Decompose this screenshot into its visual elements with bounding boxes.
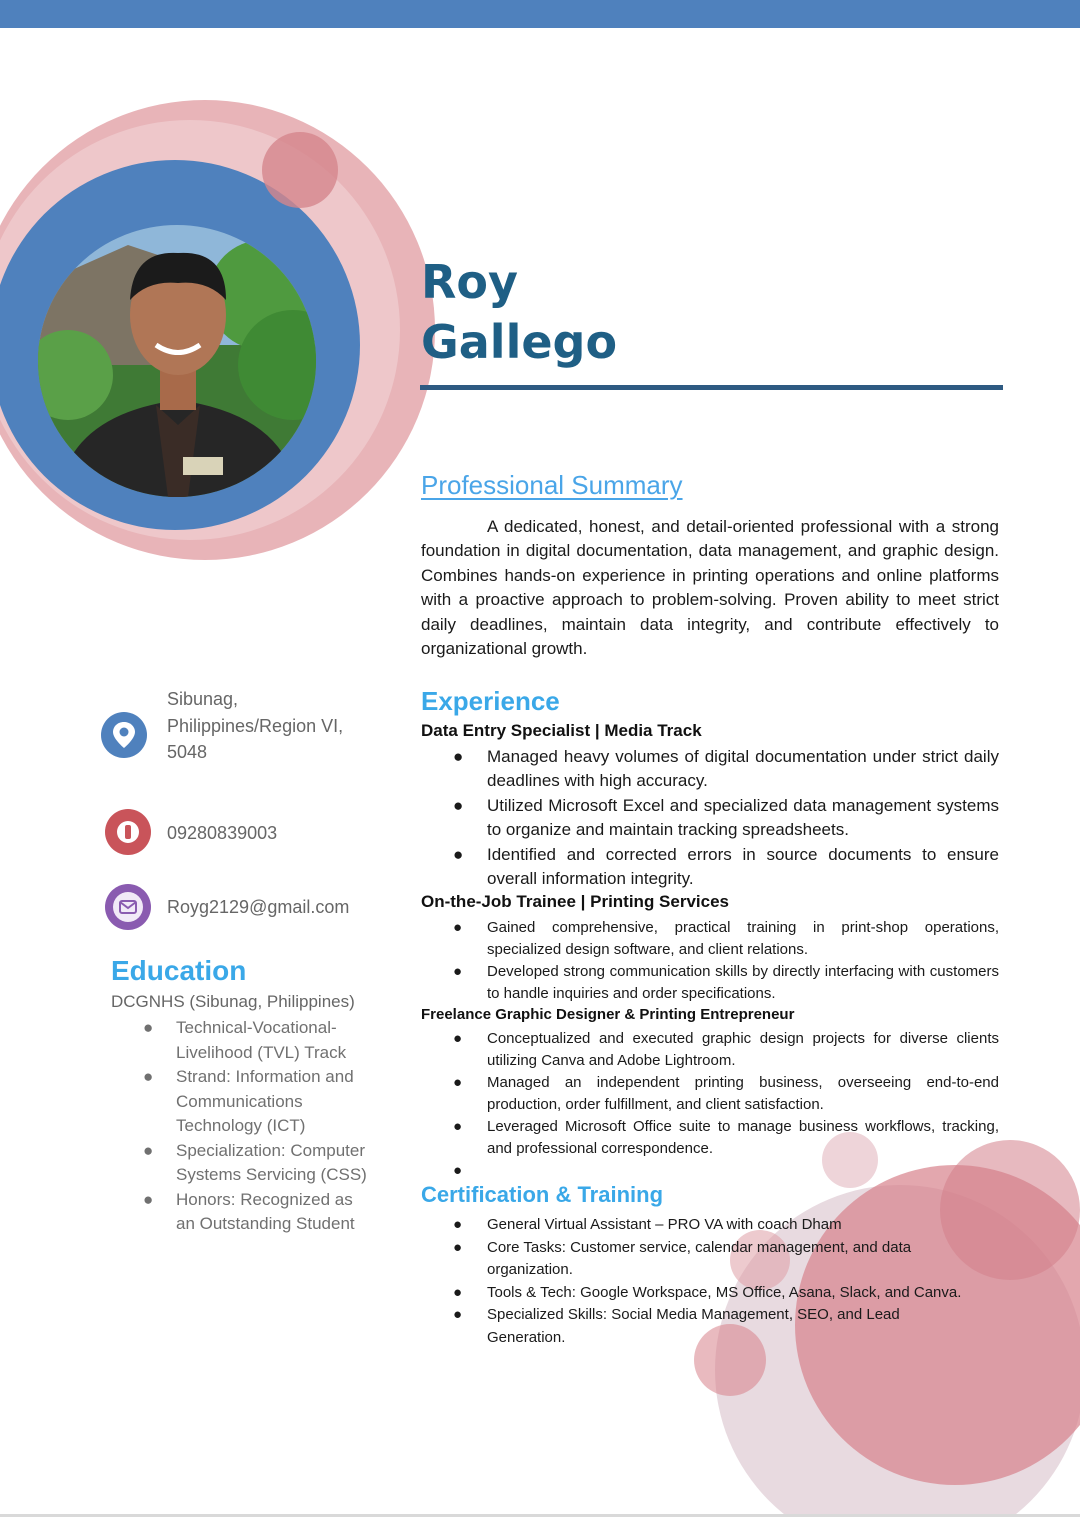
list-item: ● Managed an independent printing business, overseeing end-to-end production, order fulfillment, and client satisfaction. [453, 1074, 999, 1113]
address-text: Sibunag, Philippines/Region VI, 5048 [167, 689, 344, 762]
job-bullets [421, 1028, 999, 1182]
bullet-icon: ● [453, 1030, 463, 1047]
bullet-icon: ● [453, 1216, 463, 1233]
job-title: Freelance Graphic Designer & Printing Entrepreneur [421, 1006, 795, 1023]
bullet-icon: ● [143, 1189, 154, 1209]
education-heading: Education [111, 955, 247, 986]
list-item: ● Core Tasks: Customer service, calendar management, and data organization. [453, 1238, 912, 1278]
bullet-icon: ● [143, 1018, 154, 1037]
list-item: ● Tools & Tech: Google Workspace, MS Office, Asana, Slack, and Canva. [421, 1282, 999, 1305]
list-item: ● Identified and corrected errors in source documents to ensure overall information integrity. [453, 844, 999, 889]
list-item: ● Specialization: Computer Systems Servicing (CSS) [143, 1140, 367, 1184]
last-name: Gallego [421, 315, 618, 369]
list-item: ● Gained comprehensive, practical training in print-shop operations, specialized design software, and client relations. [453, 919, 999, 958]
list-item: ● Developed strong communication skills by directly interfacing with customers to handle inquiries and order specifications. [453, 963, 999, 1002]
email-text: Royg2129@gmail.com [167, 897, 350, 917]
list-item [421, 1160, 999, 1182]
list-item: ● Honors: Recognized as an Outstanding Student [143, 1189, 355, 1233]
bullet-icon: ● [453, 747, 464, 766]
bullet-icon: ● [453, 1238, 463, 1256]
bullet-icon: ● [453, 963, 463, 980]
location-pin-icon [100, 711, 148, 759]
email-icon [104, 883, 152, 931]
list-item: ● Technical-Vocational-Livelihood (TVL) Track [143, 1018, 347, 1062]
list-item: ● Conceptualized and executed graphic design projects for diverse clients utilizing Canva and Adobe Lightroom. [453, 1030, 999, 1069]
bullet-icon: ● [453, 1074, 463, 1091]
bullet-icon: ● [453, 844, 464, 864]
list-item: ● Strand: Information and Communications Technology (ICT) [143, 1067, 354, 1135]
experience-heading: Experience [421, 686, 560, 716]
education-list [111, 1016, 371, 1237]
summary-text: A dedicated, honest, and detail-oriented professional with a strong foundation in digital documentation, data management, and graphic design. Combines hands-on experience in printing operations and online platforms with a proactive approach to problem-solving. Proven ability to meet strict daily deadlines, maintain data integrity, and contribute effectively to organizational growth. [421, 517, 999, 659]
list-item: ● Utilized Microsoft Excel and specialized data management systems to organize and maintain tracking spreadsheets. [453, 795, 999, 840]
certification-heading: Certification & Training [421, 1182, 664, 1207]
list-item: ● General Virtual Assistant – PRO VA with coach Dham [421, 1214, 999, 1237]
certification-bullets [421, 1214, 999, 1349]
first-name: Roy [421, 255, 519, 309]
bullet-icon: ● [143, 1140, 154, 1160]
bullet-icon: ● [453, 919, 463, 936]
bullet-icon: ● [453, 1118, 463, 1135]
name-divider [420, 385, 1003, 390]
job-bullets [421, 745, 999, 891]
bullet-icon: ● [143, 1067, 154, 1086]
bullet-icon: ● [453, 1283, 463, 1301]
list-item: ● Managed heavy volumes of digital documentation under strict daily deadlines with high accuracy. [453, 747, 999, 791]
list-item: ● Leveraged Microsoft Office suite to manage business workflows, tracking, and professional correspondence. [453, 1118, 999, 1157]
phone-text: 09280839003 [167, 823, 278, 843]
bullet-icon: ● [453, 795, 464, 815]
bullet-icon: ● [453, 1306, 463, 1323]
bullet-icon: ● [453, 1162, 463, 1179]
candidate-name [421, 252, 617, 372]
job-bullets [421, 917, 999, 1005]
education-school: DCGNHS (Sibunag, Philippines) [111, 992, 355, 1011]
summary-heading: Professional Summary [421, 470, 683, 500]
list-item: ● Specialized Skills: Social Media Management, SEO, and Lead Generation. [453, 1306, 900, 1346]
job-title: Data Entry Specialist | Media Track [421, 721, 702, 740]
profile-photo [38, 225, 316, 497]
job-title: On-the-Job Trainee | Printing Services [421, 892, 730, 911]
phone-icon [104, 808, 152, 856]
